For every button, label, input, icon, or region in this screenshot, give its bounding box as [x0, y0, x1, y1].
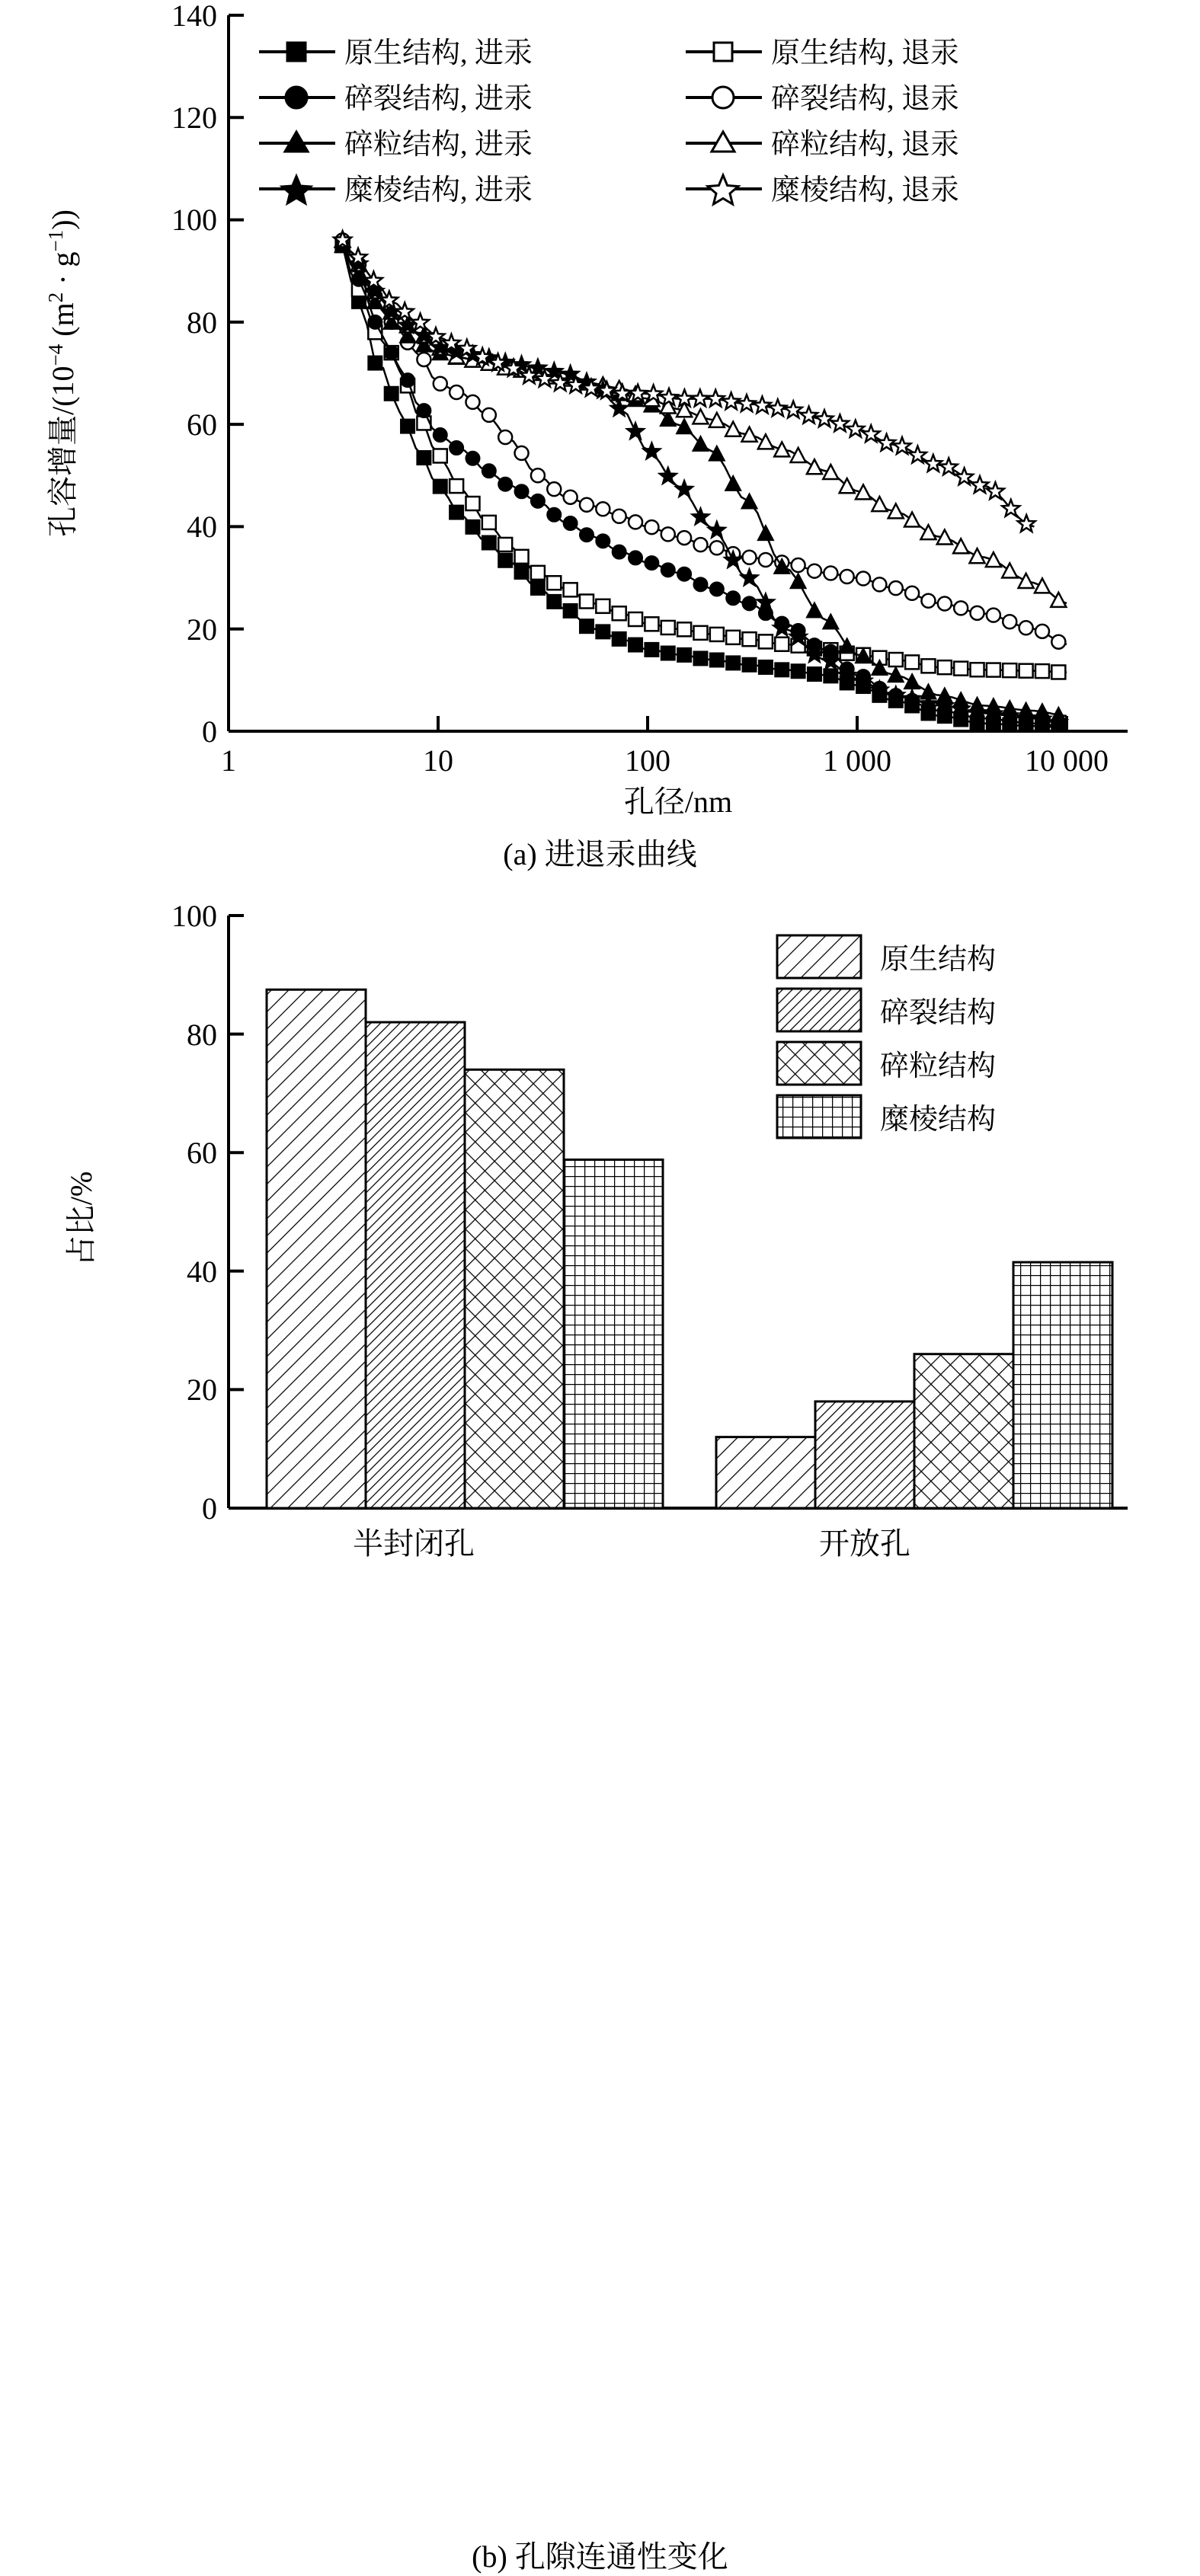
swatch-grid-hatch-icon: [777, 1095, 861, 1138]
x-axis-tick-labels-a: [221, 743, 1109, 778]
y-axis-tick-labels-a: [171, 0, 217, 749]
legend-item-5: [686, 129, 959, 161]
svg-text:半封闭孔: 半封闭孔: [353, 1526, 475, 1561]
swatch-diagonal-hatch-icon: [777, 935, 861, 978]
legend-item-1: [686, 37, 959, 69]
svg-text:1 000: 1 000: [823, 743, 891, 778]
svg-text:40: 40: [187, 1254, 217, 1289]
x-axis-category-labels-b: [353, 1526, 910, 1561]
legend-item-6: [259, 174, 533, 206]
chart-a-svg: [0, 0, 1200, 899]
svg-text:原生结构, 进汞: 原生结构, 进汞: [344, 37, 533, 69]
legend-item-0: [259, 37, 533, 69]
bar-0-0: [267, 989, 366, 1508]
marker-filled-star-icon: [281, 175, 312, 204]
svg-text:80: 80: [187, 1018, 217, 1052]
figure-b-caption: (b) 孔隙连通性变化: [472, 2539, 728, 2574]
svg-text:原生结构: 原生结构: [880, 944, 997, 976]
figure-a-mercury-curves: [0, 0, 1200, 899]
svg-text:1: 1: [221, 743, 236, 778]
svg-text:20: 20: [187, 1373, 217, 1407]
y-axis-tick-labels-b: [171, 899, 217, 1526]
legend-item-b-1: [777, 989, 996, 1031]
svg-text:开放孔: 开放孔: [819, 1526, 910, 1561]
svg-text:糜棱结构, 退汞: 糜棱结构, 退汞: [771, 174, 960, 206]
marker-open-circle-icon: [712, 87, 734, 108]
marker-filled-circle-icon: [286, 87, 307, 108]
legend-item-4: [259, 129, 533, 161]
legend-item-b-0: [777, 935, 996, 978]
svg-text:120: 120: [171, 101, 217, 135]
figure-b-porosity-bars: [0, 899, 1200, 2574]
legend-item-2: [259, 83, 533, 115]
legend-item-b-3: [777, 1095, 996, 1138]
bar-1-1: [815, 1401, 914, 1508]
svg-text:碎裂结构, 进汞: 碎裂结构, 进汞: [344, 83, 533, 115]
svg-text:碎粒结构, 进汞: 碎粒结构, 进汞: [344, 129, 533, 161]
svg-text:碎裂结构, 退汞: 碎裂结构, 退汞: [771, 83, 960, 115]
legend-item-3: [686, 83, 959, 115]
svg-text:100: 100: [171, 203, 217, 237]
swatch-cross-hatch-icon: [777, 1042, 861, 1085]
bar-1-3: [1013, 1262, 1112, 1508]
svg-text:20: 20: [187, 612, 217, 647]
svg-text:10: 10: [423, 743, 453, 778]
bar-0-1: [366, 1022, 465, 1508]
data-curves-a: [334, 231, 1067, 734]
svg-text:0: 0: [202, 714, 217, 749]
svg-text:60: 60: [187, 1136, 217, 1170]
legend-a: [259, 37, 959, 206]
figure-a-caption: (a) 进退汞曲线: [503, 837, 697, 871]
legend-item-7: [686, 174, 959, 206]
svg-text:原生结构, 退汞: 原生结构, 退汞: [771, 37, 960, 69]
marker-filled-square-icon: [287, 43, 306, 61]
svg-text:碎粒结构, 退汞: 碎粒结构, 退汞: [771, 129, 960, 161]
y-axis-title-a: [44, 209, 80, 537]
marker-open-square-icon: [714, 43, 732, 61]
bar-1-0: [716, 1437, 815, 1508]
swatch-dense-hatch-icon: [777, 989, 861, 1031]
bar-0-2: [465, 1069, 564, 1508]
bar-0-3: [564, 1160, 663, 1508]
svg-text:10 000: 10 000: [1025, 743, 1109, 778]
svg-text:孔容增量/(10−4 (m2 · g−1)): 孔容增量$/(10^{-4}$ $(m^2 \cdot g^{-1})$): [44, 209, 80, 537]
svg-text:糜棱结构: 糜棱结构: [880, 1104, 997, 1136]
svg-text:60: 60: [187, 407, 217, 442]
chart-b-svg: [0, 899, 1200, 1692]
legend-b: [777, 935, 996, 1138]
x-axis-title-a: 孔径/nm: [623, 785, 733, 819]
svg-text:40: 40: [187, 510, 217, 544]
svg-text:140: 140: [171, 0, 217, 33]
svg-text:糜棱结构, 进汞: 糜棱结构, 进汞: [344, 174, 533, 206]
svg-text:100: 100: [171, 899, 217, 933]
bar-1-2: [914, 1354, 1013, 1508]
y-axis-title-b: [64, 1171, 98, 1266]
svg-text:0: 0: [202, 1491, 217, 1526]
svg-text:碎粒结构: 碎粒结构: [880, 1050, 997, 1082]
marker-open-star-icon: [708, 175, 738, 204]
svg-text:80: 80: [187, 305, 217, 340]
svg-text:碎裂结构: 碎裂结构: [880, 997, 997, 1029]
svg-text:100: 100: [625, 743, 670, 778]
svg-text:占比/%: 占比/%: [64, 1171, 98, 1267]
legend-item-b-2: [777, 1042, 996, 1085]
